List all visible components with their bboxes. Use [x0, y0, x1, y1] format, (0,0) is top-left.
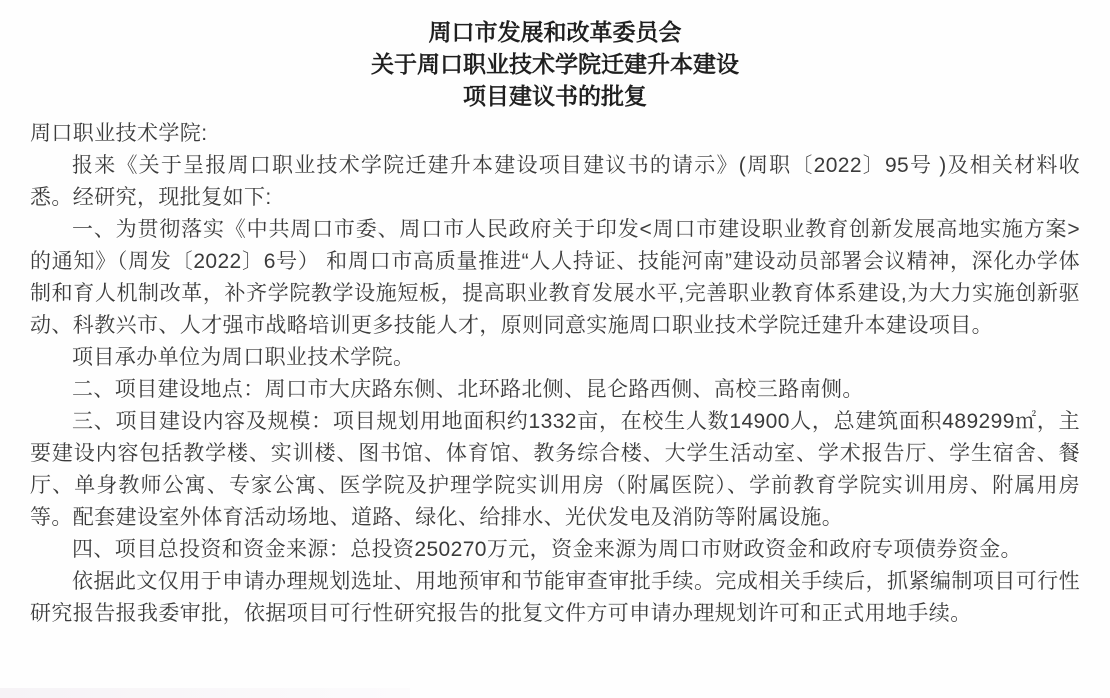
title-line-type: 项目建议书的批复 — [463, 83, 647, 109]
title-line-issuer: 周口市发展和改革委员会 — [428, 19, 682, 45]
paragraph-undertaking-unit: 项目承办单位为周口职业技术学院。 — [72, 346, 415, 369]
paragraph-section-2-location: 二、项目建设地点：周口市大庆路东侧、北环路北侧、昆仑路西侧、高校三路南侧。 — [72, 378, 864, 401]
paragraph-closing: 依据此文仅用于申请办理规划选址、用地预审和节能审查审批手续。完成相关手续后，抓紧编制项目可行性研究报告报我委审批，依据项目可行性研究报告的批复文件方可申请办理规划许可和正式用地手续。 — [30, 570, 1080, 625]
paragraph-salutation: 周口职业技术学院: — [30, 122, 208, 145]
paragraph-section-4-investment: 四、项目总投资和资金来源：总投资250270万元，资金来源为周口市财政资金和政府专项债券资金。 — [72, 538, 1022, 561]
title-line-subject: 关于周口职业技术学院迁建升本建设 — [371, 51, 739, 77]
paragraph-intro: 报来《关于呈报周口职业技术学院迁建升本建设项目建议书的请示》(周职〔2022〕95号 )及相关材料收悉。经研究，现批复如下: — [30, 154, 1080, 209]
scan-artifact — [0, 688, 410, 698]
paragraph-section-1-approval: 一、为贯彻落实《中共周口市委、周口市人民政府关于印发<周口市建设职业教育创新发展高地实施方案>的通知》（周发〔2022〕6号） 和周口市高质量推进“人人持证、技能河南”建设动员部署会议精神，深化办学体制和育人机制改革，补齐学院教学设施短板，提高职业教育发展水平,完善职业教育体系建设,为大力实施创新驱动、科教兴市、人才强市战略培训更多技能人才，原则同意实施周口职业技术学院迁建升本建设项目。 — [30, 218, 1080, 337]
paragraph-section-3-scope: 三、项目建设内容及规模：项目规划用地面积约1332亩，在校生人数14900人，总建筑面积489299㎡，主要建设内容包括教学楼、实训楼、图书馆、体育馆、教务综合楼、大学生活动室、学术报告厅、学生宿舍、餐厅、单身教师公寓、专家公寓、医学院及护理学院实训用房（附属医院）、学前教育学院实训用房、附属用房等。配套建设室外体育活动场地、道路、绿化、给排水、光伏发电及消防等附属设施。 — [30, 410, 1080, 529]
document-title — [30, 16, 1080, 112]
